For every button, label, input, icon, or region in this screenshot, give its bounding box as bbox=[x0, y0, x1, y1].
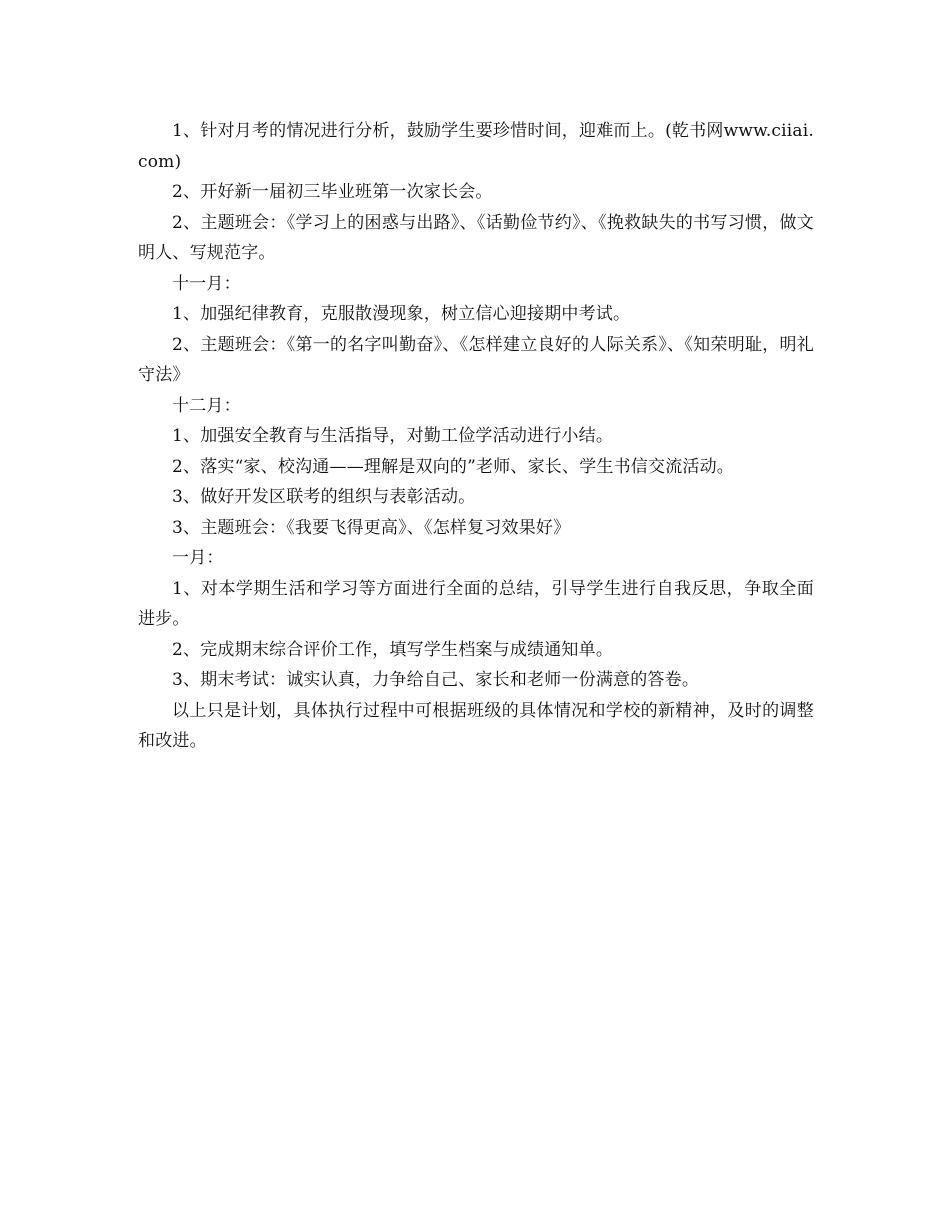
paragraph-10: 3、做好开发区联考的组织与表彰活动。 bbox=[172, 487, 476, 507]
document-body bbox=[138, 116, 814, 757]
paragraph-13: 1、对本学期生活和学习等方面进行全面的总结，引导学生进行自我反思，争取全面进步。 bbox=[138, 578, 814, 629]
section-heading-december: 十二月： bbox=[172, 395, 241, 416]
section-heading-january: 一月： bbox=[172, 548, 224, 568]
paragraph-3: 2、主题班会：《学习上的困惑与出路》、《话勤俭节约》、《挽救缺失的书写习惯，做文明人、写规范字。 bbox=[138, 212, 814, 263]
closing-paragraph: 以上只是计划，具体执行过程中可根据班级的具体情况和学校的新精神，及时的调整和改进。 bbox=[138, 700, 814, 751]
paragraph-11: 3、主题班会：《我要飞得更高》、《怎样复习效果好》 bbox=[172, 517, 571, 538]
paragraph-14: 2、完成期末综合评价工作，填写学生档案与成绩通知单。 bbox=[172, 639, 614, 660]
paragraph-1: 1、针对月考的情况进行分析，鼓励学生要珍惜时间，迎难而上。(乾书网www.ciiai.com) bbox=[138, 121, 814, 172]
paragraph-9: 2、落实“家、校沟通——理解是双向的”老师、家长、学生书信交流活动。 bbox=[172, 456, 734, 477]
paragraph-5: 1、加强纪律教育，克服散漫现象，树立信心迎接期中考试。 bbox=[172, 304, 631, 324]
paragraph-6: 2、主题班会：《第一的名字叫勤奋》、《怎样建立良好的人际关系》、《知荣明耻，明礼守法》 bbox=[138, 334, 814, 385]
paragraph-15: 3、期末考试：诚实认真，力争给自己、家长和老师一份满意的答卷。 bbox=[172, 670, 700, 690]
paragraph-8: 1、加强安全教育与生活指导，对勤工俭学活动进行小结。 bbox=[172, 426, 614, 446]
section-heading-november: 十一月： bbox=[172, 273, 241, 294]
paragraph-2: 2、开好新一届初三毕业班第一次家长会。 bbox=[172, 182, 493, 202]
